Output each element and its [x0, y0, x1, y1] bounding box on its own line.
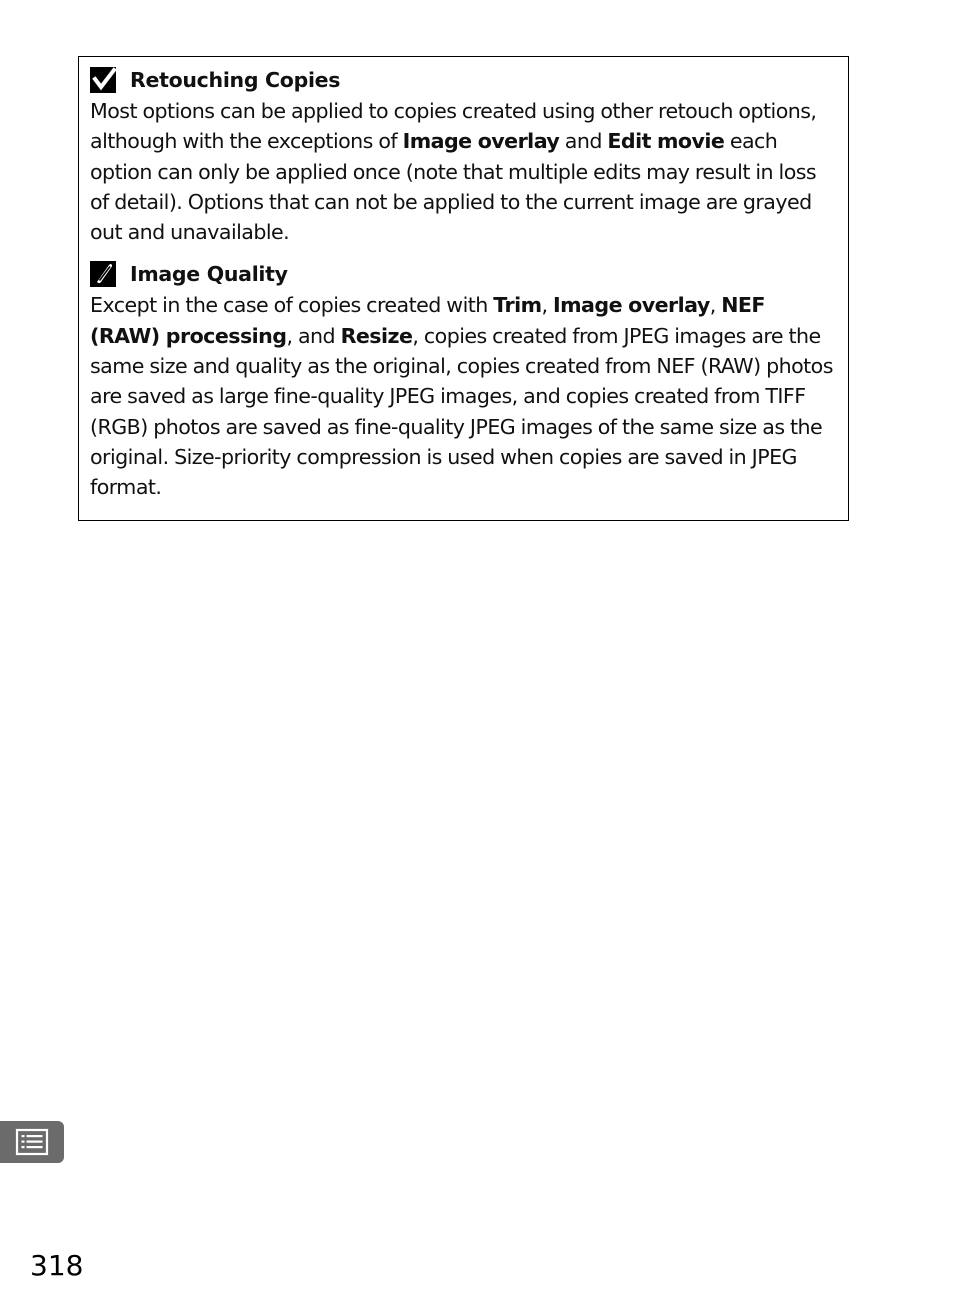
- note-body: [90, 96, 838, 247]
- menu-list-icon: [15, 1128, 49, 1156]
- bold-term: NEF (RAW) processing: [90, 293, 765, 348]
- note-heading: Image Quality: [130, 262, 288, 287]
- text-run: ,: [709, 293, 722, 318]
- bold-term: Resize: [340, 323, 413, 348]
- note-retouching-copies: [90, 64, 838, 247]
- text-run: Most options can be applied to copies created using other retouch options, although with the exceptions of: [90, 99, 817, 154]
- pencil-note-icon: [90, 260, 118, 288]
- text-run: , and: [286, 323, 341, 348]
- text-run: ,: [541, 293, 554, 318]
- note-image-quality: [90, 258, 838, 502]
- section-tab: [0, 1121, 64, 1163]
- page-number: 318: [30, 1249, 84, 1282]
- text-run: and: [559, 129, 608, 154]
- bold-term: Image overlay: [402, 129, 560, 154]
- note-body: [90, 290, 838, 502]
- notes-box: [78, 56, 849, 521]
- note-heading: Retouching Copies: [130, 68, 341, 92]
- note-heading-row: [90, 258, 838, 290]
- text-run: , copies created from JPEG images are the same size and quality as the original, copies created from NEF (RAW) photos are saved as large fine-quality JPEG images, and copies created from TIFF (RGB) photos are saved as fine-quality JPEG images of the same size as the original. Size-priority compression is used when copies are saved in JPEG format.: [90, 323, 833, 500]
- bold-term: Trim: [493, 293, 542, 318]
- text-run: Except in the case of copies created with: [90, 293, 494, 318]
- text-run: each option can only be applied once (note that multiple edits may result in loss of detail). Options that can not be applied to the current image are grayed out and unavailable.: [90, 129, 817, 245]
- note-heading-row: [90, 64, 838, 96]
- bold-term: Image overlay: [553, 293, 710, 318]
- check-box-icon: [90, 66, 118, 94]
- bold-term: Edit movie: [607, 129, 725, 154]
